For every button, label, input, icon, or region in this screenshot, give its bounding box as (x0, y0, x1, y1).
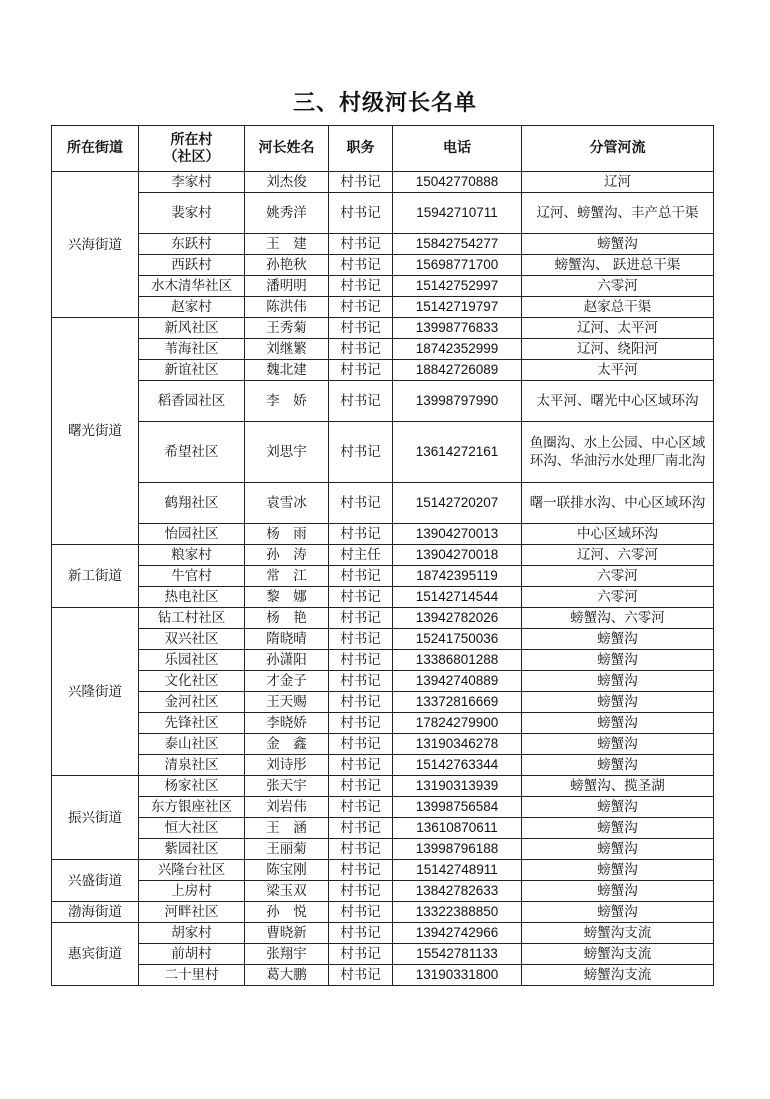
name-cell: 张翔宇 (245, 944, 329, 965)
phone-cell: 18742352999 (393, 339, 522, 360)
phone-cell: 13190331800 (393, 965, 522, 986)
rivers-cell: 螃蟹沟 (522, 902, 714, 923)
street-cell: 惠宾街道 (52, 923, 139, 986)
name-cell: 李 娇 (245, 381, 329, 422)
position-cell: 村书记 (329, 860, 393, 881)
village-cell: 杨家社区 (139, 776, 245, 797)
phone-cell: 13190313939 (393, 776, 522, 797)
street-cell: 曙光街道 (52, 318, 139, 545)
table-row (52, 902, 714, 923)
table-row (52, 524, 714, 545)
phone-cell: 13610870611 (393, 818, 522, 839)
rivers-cell: 螃蟹沟支流 (522, 923, 714, 944)
village-cell: 恒大社区 (139, 818, 245, 839)
position-cell: 村书记 (329, 692, 393, 713)
village-cell: 希望社区 (139, 422, 245, 483)
table-row (52, 713, 714, 734)
name-cell: 姚秀洋 (245, 193, 329, 234)
table-row (52, 944, 714, 965)
village-cell: 水木清华社区 (139, 276, 245, 297)
phone-cell: 15142748911 (393, 860, 522, 881)
table-row (52, 318, 714, 339)
name-cell: 王天赐 (245, 692, 329, 713)
rivers-cell: 辽河、太平河 (522, 318, 714, 339)
table-row (52, 839, 714, 860)
village-cell: 热电社区 (139, 587, 245, 608)
table-row (52, 255, 714, 276)
name-cell: 潘明明 (245, 276, 329, 297)
table-row (52, 339, 714, 360)
village-cell: 上房村 (139, 881, 245, 902)
rivers-cell: 螃蟹沟 (522, 234, 714, 255)
table-row (52, 276, 714, 297)
rivers-cell: 中心区域环沟 (522, 524, 714, 545)
rivers-cell: 曙一联排水沟、中心区域环沟 (522, 483, 714, 524)
rivers-cell: 六零河 (522, 276, 714, 297)
name-cell: 黎 娜 (245, 587, 329, 608)
table-row (52, 881, 714, 902)
table-row (52, 923, 714, 944)
village-cell: 二十里村 (139, 965, 245, 986)
rivers-cell: 辽河、绕阳河 (522, 339, 714, 360)
phone-cell: 13842782633 (393, 881, 522, 902)
position-cell: 村书记 (329, 193, 393, 234)
table-row (52, 755, 714, 776)
village-cell: 河畔社区 (139, 902, 245, 923)
rivers-cell: 螃蟹沟 (522, 839, 714, 860)
village-cell: 胡家村 (139, 923, 245, 944)
table-row (52, 776, 714, 797)
name-cell: 常 江 (245, 566, 329, 587)
village-cell: 牛官村 (139, 566, 245, 587)
phone-cell: 15142719797 (393, 297, 522, 318)
phone-cell: 15842754277 (393, 234, 522, 255)
position-cell: 村书记 (329, 608, 393, 629)
table-row (52, 422, 714, 483)
table-row (52, 965, 714, 986)
name-cell: 王 建 (245, 234, 329, 255)
rivers-cell: 太平河 (522, 360, 714, 381)
position-cell: 村书记 (329, 902, 393, 923)
position-cell: 村书记 (329, 755, 393, 776)
village-cell: 鹤翔社区 (139, 483, 245, 524)
phone-cell: 18742395119 (393, 566, 522, 587)
village-cell: 稻香园社区 (139, 381, 245, 422)
phone-cell: 17824279900 (393, 713, 522, 734)
table-row (52, 860, 714, 881)
page-title: 三、村级河长名单 (292, 91, 477, 116)
phone-cell: 13942782026 (393, 608, 522, 629)
position-cell: 村书记 (329, 587, 393, 608)
position-cell: 村书记 (329, 566, 393, 587)
table-row (52, 671, 714, 692)
phone-cell: 13190346278 (393, 734, 522, 755)
name-cell: 刘杰俊 (245, 172, 329, 193)
name-cell: 刘思宇 (245, 422, 329, 483)
rivers-cell: 鱼圈沟、水上公园、中心区域环沟、华油污水处理厂南北沟 (522, 422, 714, 483)
name-cell: 金 鑫 (245, 734, 329, 755)
name-cell: 隋晓晴 (245, 629, 329, 650)
street-cell: 兴隆街道 (52, 608, 139, 776)
rivers-cell: 螃蟹沟 (522, 629, 714, 650)
name-cell: 刘岩伟 (245, 797, 329, 818)
rivers-cell: 辽河、螃蟹沟、丰产总干渠 (522, 193, 714, 234)
name-cell: 才金子 (245, 671, 329, 692)
header-street: 所在街道 (52, 126, 139, 172)
name-cell: 魏北建 (245, 360, 329, 381)
table-row (52, 692, 714, 713)
street-cell: 兴盛街道 (52, 860, 139, 902)
rivers-cell: 螃蟹沟、揽圣湖 (522, 776, 714, 797)
rivers-cell: 螃蟹沟 (522, 860, 714, 881)
table-row (52, 297, 714, 318)
table-row (52, 483, 714, 524)
name-cell: 刘继繁 (245, 339, 329, 360)
rivers-cell: 螃蟹沟支流 (522, 965, 714, 986)
phone-cell: 13998776833 (393, 318, 522, 339)
name-cell: 李晓娇 (245, 713, 329, 734)
name-cell: 陈宝刚 (245, 860, 329, 881)
rivers-cell: 辽河 (522, 172, 714, 193)
phone-cell: 13904270013 (393, 524, 522, 545)
rivers-cell: 螃蟹沟 (522, 713, 714, 734)
name-cell: 王 涵 (245, 818, 329, 839)
phone-cell: 13998756584 (393, 797, 522, 818)
table-row (52, 608, 714, 629)
name-cell: 孙 涛 (245, 545, 329, 566)
position-cell: 村书记 (329, 671, 393, 692)
position-cell: 村书记 (329, 524, 393, 545)
village-cell: 东跃村 (139, 234, 245, 255)
phone-cell: 13998796188 (393, 839, 522, 860)
rivers-cell: 螃蟹沟支流 (522, 944, 714, 965)
phone-cell: 13386801288 (393, 650, 522, 671)
village-cell: 泰山社区 (139, 734, 245, 755)
name-cell: 陈洪伟 (245, 297, 329, 318)
header-position: 职务 (329, 126, 393, 172)
name-cell: 孙潇阳 (245, 650, 329, 671)
name-cell: 孙艳秋 (245, 255, 329, 276)
name-cell: 张天宇 (245, 776, 329, 797)
river-chief-table (51, 125, 714, 986)
village-cell: 李家村 (139, 172, 245, 193)
name-cell: 王秀菊 (245, 318, 329, 339)
village-cell: 怡园社区 (139, 524, 245, 545)
village-cell: 钻工村社区 (139, 608, 245, 629)
phone-cell: 13904270018 (393, 545, 522, 566)
street-cell: 振兴街道 (52, 776, 139, 860)
phone-cell: 13372816669 (393, 692, 522, 713)
position-cell: 村主任 (329, 545, 393, 566)
position-cell: 村书记 (329, 255, 393, 276)
rivers-cell: 螃蟹沟 (522, 692, 714, 713)
rivers-cell: 辽河、六零河 (522, 545, 714, 566)
phone-cell: 15142714544 (393, 587, 522, 608)
rivers-cell: 螃蟹沟 (522, 797, 714, 818)
rivers-cell: 六零河 (522, 566, 714, 587)
rivers-cell: 六零河 (522, 587, 714, 608)
phone-cell: 13942742966 (393, 923, 522, 944)
position-cell: 村书记 (329, 172, 393, 193)
phone-cell: 15042770888 (393, 172, 522, 193)
table-row (52, 566, 714, 587)
rivers-cell: 赵家总干渠 (522, 297, 714, 318)
village-cell: 先锋社区 (139, 713, 245, 734)
position-cell: 村书记 (329, 881, 393, 902)
table-row (52, 234, 714, 255)
village-cell: 文化社区 (139, 671, 245, 692)
name-cell: 孙 悦 (245, 902, 329, 923)
table-row (52, 545, 714, 566)
header-village: 所在村 （社区） (139, 126, 245, 172)
village-cell: 紫园社区 (139, 839, 245, 860)
name-cell: 袁雪冰 (245, 483, 329, 524)
position-cell: 村书记 (329, 360, 393, 381)
phone-cell: 13614272161 (393, 422, 522, 483)
header-phone: 电话 (393, 126, 522, 172)
position-cell: 村书记 (329, 422, 393, 483)
position-cell: 村书记 (329, 339, 393, 360)
position-cell: 村书记 (329, 318, 393, 339)
phone-cell: 15142720207 (393, 483, 522, 524)
street-cell: 兴海街道 (52, 172, 139, 318)
rivers-cell: 螃蟹沟 (522, 881, 714, 902)
phone-cell: 13942740889 (393, 671, 522, 692)
name-cell: 杨 雨 (245, 524, 329, 545)
name-cell: 刘诗彤 (245, 755, 329, 776)
name-cell: 杨 艳 (245, 608, 329, 629)
rivers-cell: 太平河、曙光中心区域环沟 (522, 381, 714, 422)
table-row (52, 650, 714, 671)
village-cell: 东方银座社区 (139, 797, 245, 818)
phone-cell: 15142763344 (393, 755, 522, 776)
village-cell: 裴家村 (139, 193, 245, 234)
rivers-cell: 螃蟹沟 (522, 818, 714, 839)
village-cell: 苇海社区 (139, 339, 245, 360)
position-cell: 村书记 (329, 629, 393, 650)
phone-cell: 13322388850 (393, 902, 522, 923)
position-cell: 村书记 (329, 381, 393, 422)
rivers-cell: 螃蟹沟、 跃进总干渠 (522, 255, 714, 276)
street-cell: 渤海街道 (52, 902, 139, 923)
header-rivers: 分管河流 (522, 126, 714, 172)
village-cell: 赵家村 (139, 297, 245, 318)
position-cell: 村书记 (329, 483, 393, 524)
position-cell: 村书记 (329, 297, 393, 318)
village-cell: 兴隆台社区 (139, 860, 245, 881)
position-cell: 村书记 (329, 839, 393, 860)
village-cell: 清泉社区 (139, 755, 245, 776)
phone-cell: 15142752997 (393, 276, 522, 297)
position-cell: 村书记 (329, 234, 393, 255)
rivers-cell: 螃蟹沟 (522, 734, 714, 755)
position-cell: 村书记 (329, 797, 393, 818)
position-cell: 村书记 (329, 776, 393, 797)
table-row (52, 587, 714, 608)
table-row (52, 629, 714, 650)
phone-cell: 15542781133 (393, 944, 522, 965)
position-cell: 村书记 (329, 650, 393, 671)
rivers-cell: 螃蟹沟、六零河 (522, 608, 714, 629)
phone-cell: 15241750036 (393, 629, 522, 650)
table-body (52, 172, 714, 986)
table-header-row (52, 126, 714, 172)
phone-cell: 18842726089 (393, 360, 522, 381)
table-row (52, 360, 714, 381)
phone-cell: 13998797990 (393, 381, 522, 422)
table-row (52, 381, 714, 422)
table-row (52, 818, 714, 839)
position-cell: 村书记 (329, 734, 393, 755)
village-cell: 西跃村 (139, 255, 245, 276)
header-name: 河长姓名 (245, 126, 329, 172)
village-cell: 前胡村 (139, 944, 245, 965)
village-cell: 乐园社区 (139, 650, 245, 671)
rivers-cell: 螃蟹沟 (522, 671, 714, 692)
rivers-cell: 螃蟹沟 (522, 650, 714, 671)
name-cell: 葛大鹏 (245, 965, 329, 986)
village-cell: 双兴社区 (139, 629, 245, 650)
table-row (52, 734, 714, 755)
village-cell: 粮家村 (139, 545, 245, 566)
position-cell: 村书记 (329, 944, 393, 965)
table-row (52, 172, 714, 193)
name-cell: 王丽菊 (245, 839, 329, 860)
position-cell: 村书记 (329, 713, 393, 734)
rivers-cell: 螃蟹沟 (522, 755, 714, 776)
phone-cell: 15698771700 (393, 255, 522, 276)
phone-cell: 15942710711 (393, 193, 522, 234)
position-cell: 村书记 (329, 818, 393, 839)
position-cell: 村书记 (329, 276, 393, 297)
table-row (52, 797, 714, 818)
village-cell: 新风社区 (139, 318, 245, 339)
village-cell: 金河社区 (139, 692, 245, 713)
name-cell: 曹晓新 (245, 923, 329, 944)
street-cell: 新工街道 (52, 545, 139, 608)
village-cell: 新谊社区 (139, 360, 245, 381)
position-cell: 村书记 (329, 923, 393, 944)
table-row (52, 193, 714, 234)
position-cell: 村书记 (329, 965, 393, 986)
name-cell: 梁玉双 (245, 881, 329, 902)
